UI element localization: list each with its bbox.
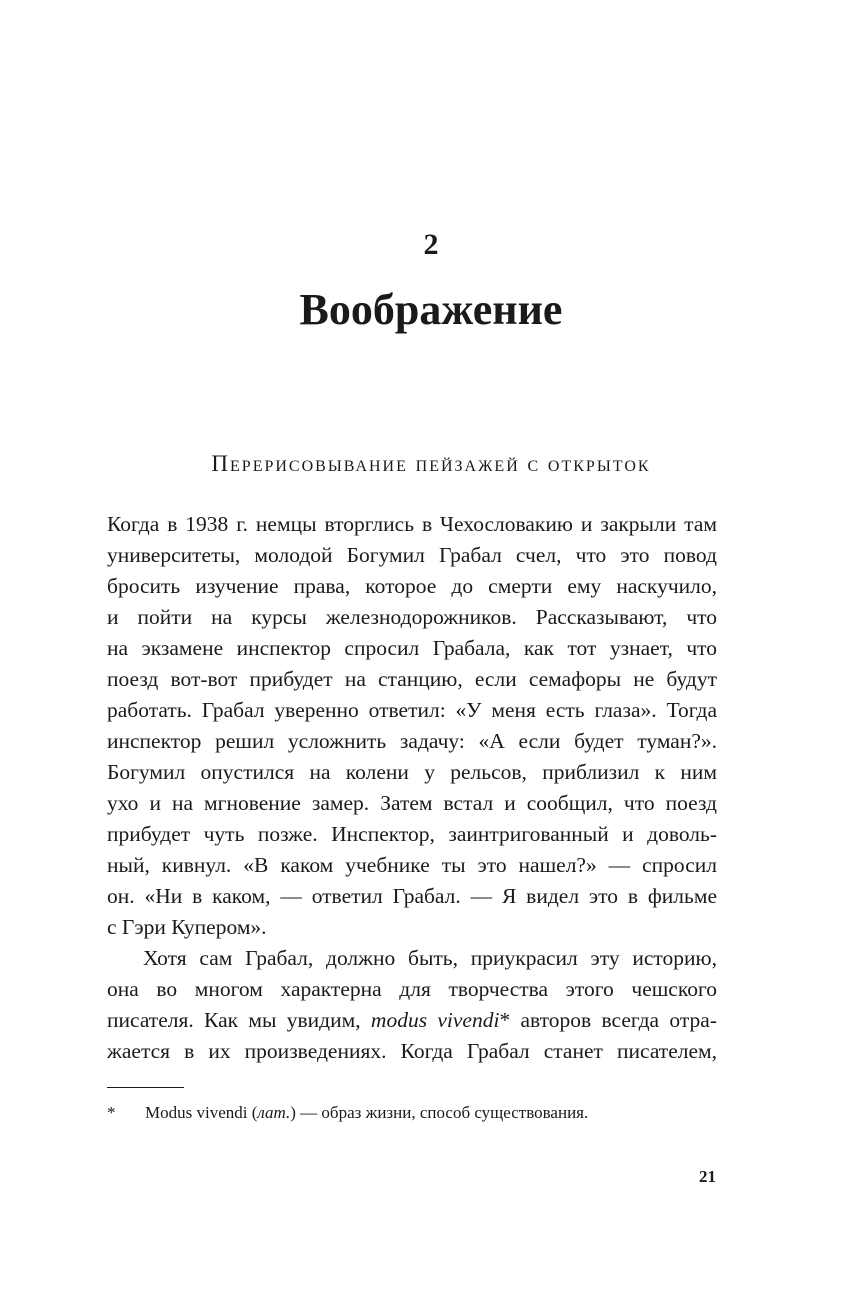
footnote-rule	[107, 1087, 184, 1088]
text-line: ный, кивнул. «В каком учебнике ты это нашел?» — спросил	[107, 853, 717, 877]
text-fragment: * авторов всегда отра-	[499, 1008, 717, 1032]
text-line: ухо и на мгновение замер. Затем встал и сообщил, что поезд	[107, 791, 717, 815]
text-line: поезд вот-вот прибудет на станцию, если семафоры не будут	[107, 667, 717, 691]
text-line: университеты, молодой Богумил Грабал счел, что это повод	[107, 543, 717, 567]
footnote-text: ) — образ жизни, способ существования.	[290, 1103, 589, 1122]
section-heading: Перерисовывание пейзажей с открыток	[211, 451, 651, 476]
footnote-mark: *	[107, 1103, 116, 1122]
footnote	[107, 1103, 717, 1123]
text-line: инспектор решил усложнить задачу: «А если будет туман?».	[107, 729, 717, 753]
chapter-number: 2	[423, 228, 439, 261]
text-line: жается в их произведениях. Когда Грабал станет писателем,	[107, 1039, 717, 1063]
footnote-term: Modus vivendi	[145, 1103, 248, 1122]
text-line: работать. Грабал уверенно ответил: «У меня есть глаза». Тогда	[107, 698, 717, 722]
text-line: Хотя сам Грабал, должно быть, приукрасил эту историю,	[143, 946, 717, 970]
text-fragment: писателя. Как мы увидим,	[107, 1008, 371, 1032]
footnote-paren: (	[247, 1103, 258, 1122]
text-line: он. «Ни в каком, — ответил Грабал. — Я видел это в фильме	[107, 884, 717, 908]
text-line	[107, 1005, 717, 1036]
body-text	[107, 509, 717, 1067]
chapter-title: Воображение	[299, 285, 563, 334]
text-line: с Гэри Купером».	[107, 915, 267, 939]
latin-phrase: modus vivendi	[370, 1008, 500, 1032]
text-line: Когда в 1938 г. немцы вторглись в Чехословакию и закрыли там	[107, 512, 717, 536]
text-line: и пойти на курсы железнодорожников. Рассказывают, что	[107, 605, 717, 629]
text-line: она во многом характерна для творчества этого чешского	[107, 977, 717, 1001]
text-line: прибудет чуть позже. Инспектор, заинтригованный и доволь-	[107, 822, 717, 846]
page-number: 21	[699, 1167, 716, 1186]
footnote-lang: лат.	[257, 1103, 291, 1122]
text-line: на экзамене инспектор спросил Грабала, как тот узнает, что	[107, 636, 717, 660]
text-line: бросить изучение права, которое до смерти ему наскучило,	[107, 574, 717, 598]
text-line: Богумил опустился на колени у рельсов, приблизил к ним	[107, 760, 717, 784]
